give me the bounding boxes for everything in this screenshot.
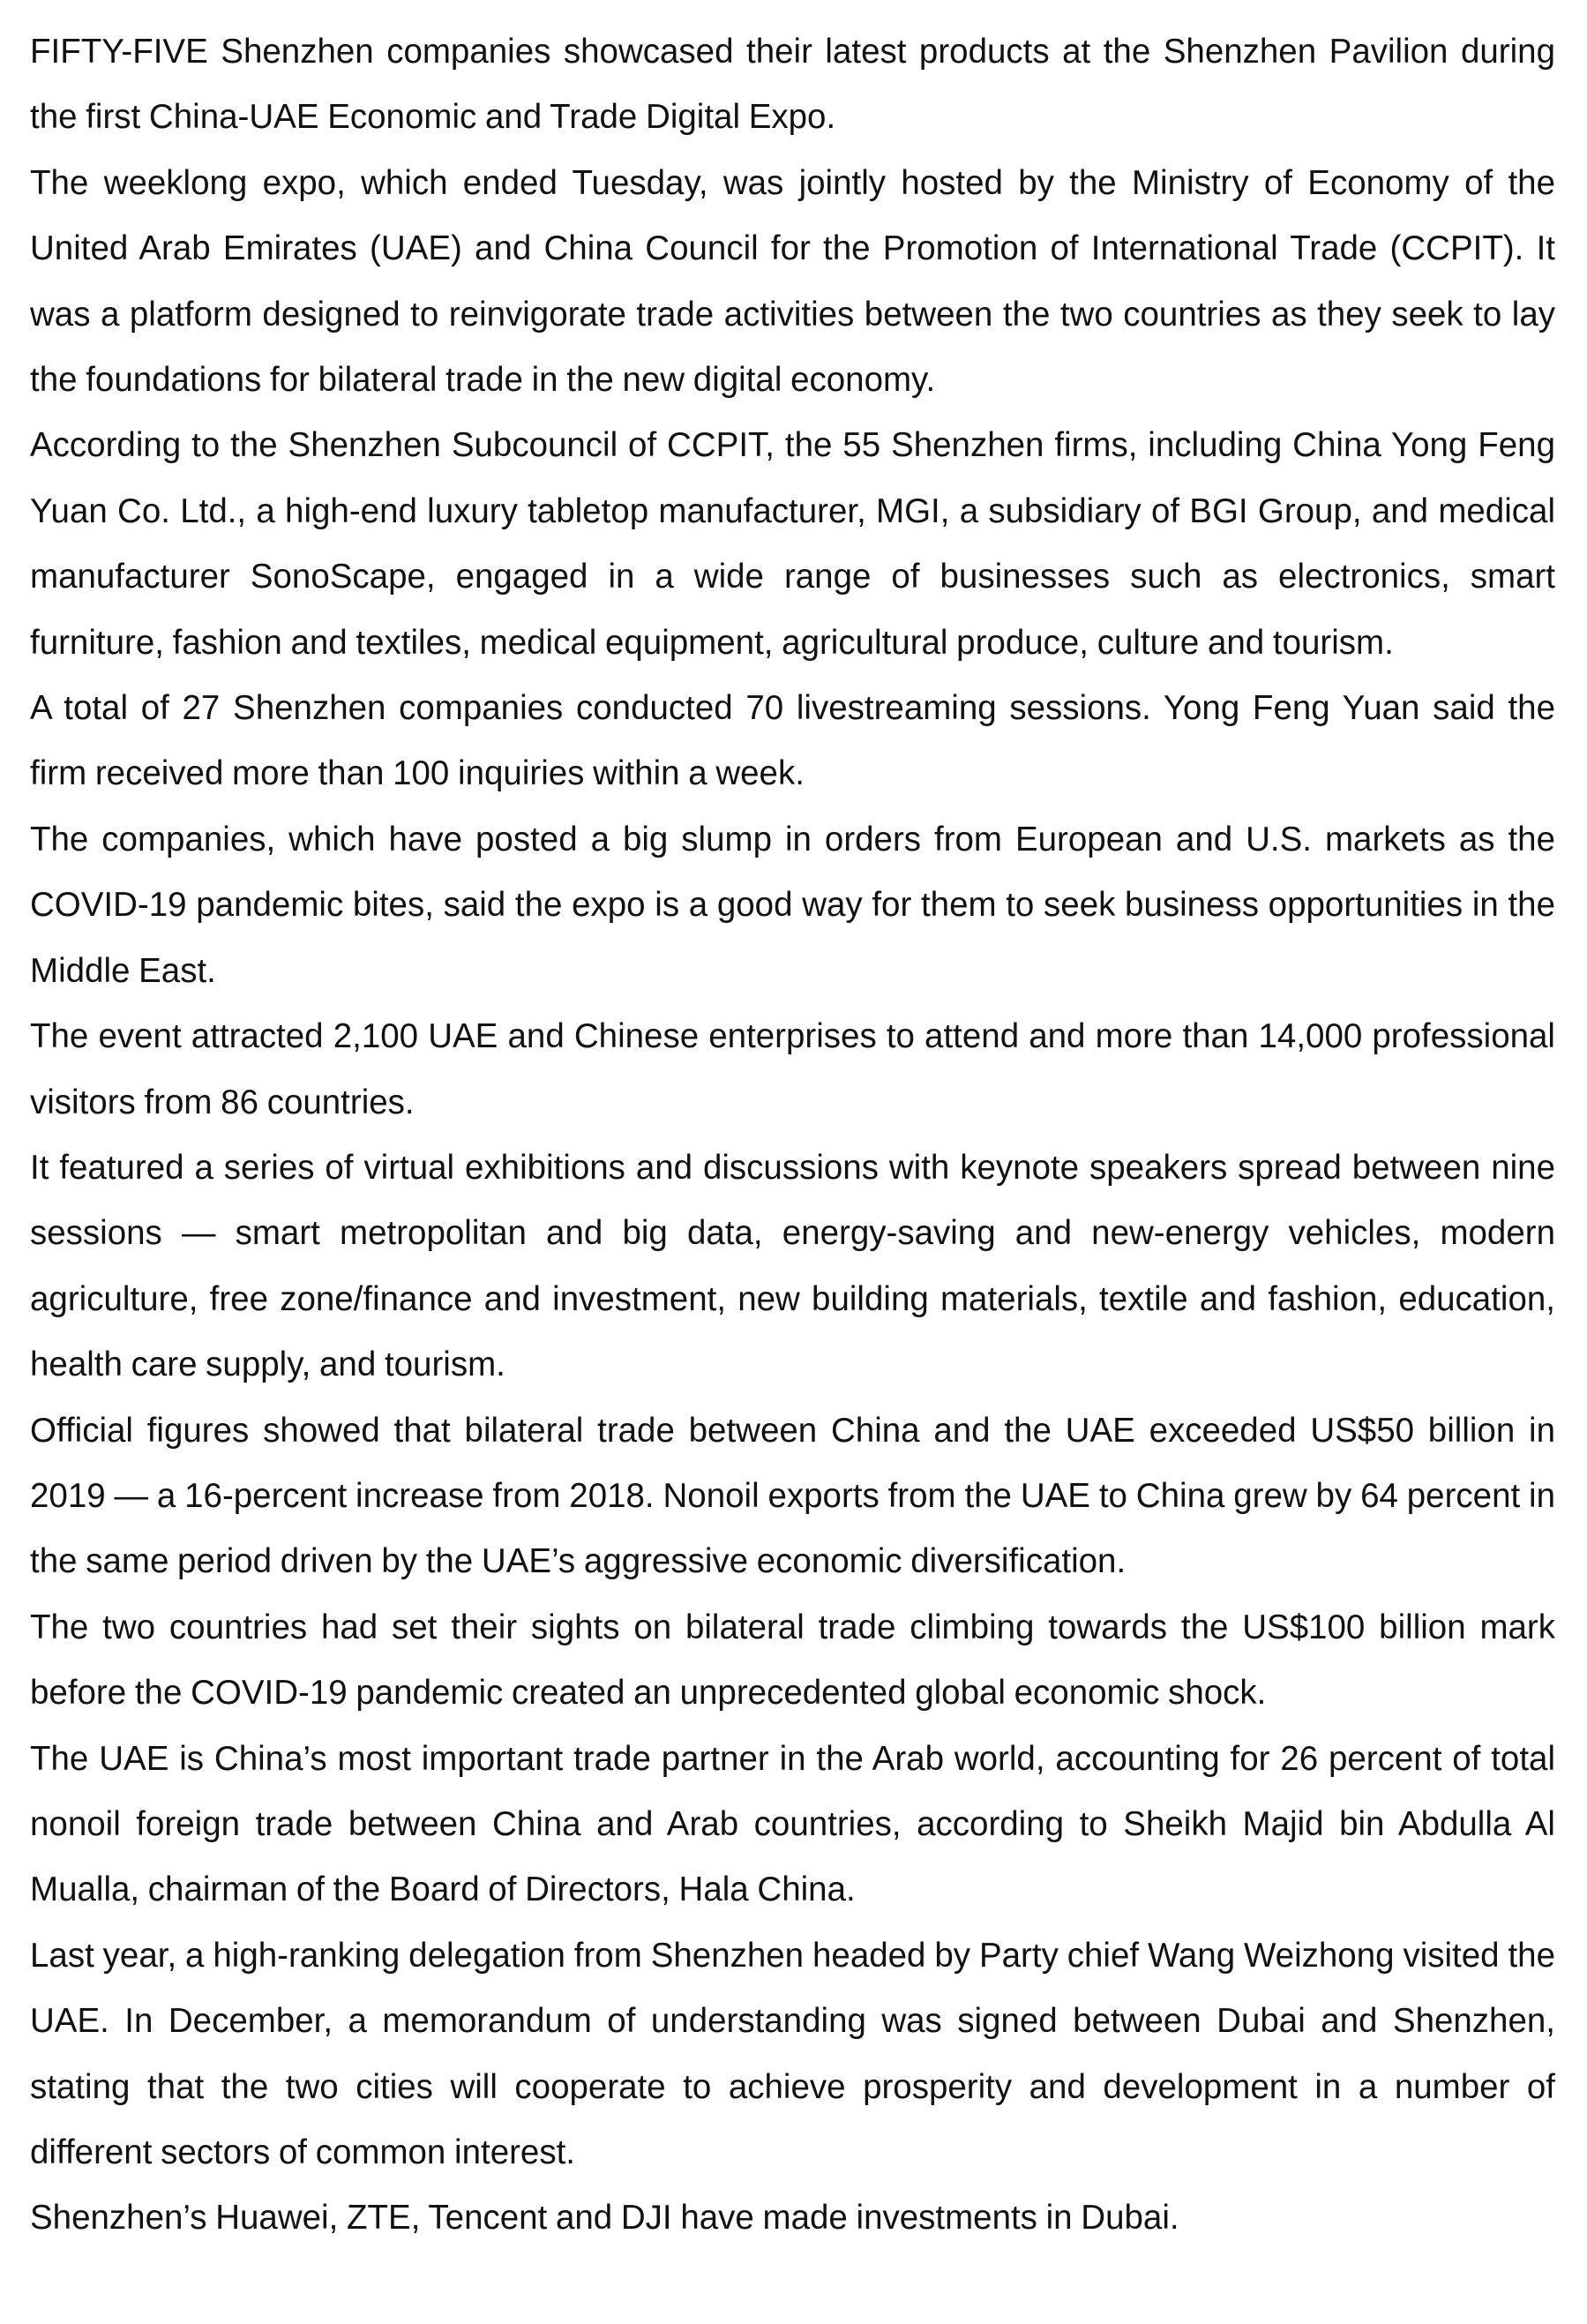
paragraph-4: A total of 27 Shenzhen companies conducted 70 livestreaming sessions. Yong Feng Yuan said the firm received more than 100 inquiries within a week. [30, 689, 1555, 793]
paragraph-5: The companies, which have posted a big slump in orders from European and U.S. markets as the COVID-19 pandemic bites, said the expo is a good way for them to seek business opportunities in the Middle East. [30, 820, 1555, 990]
paragraph-1: FIFTY-FIVE Shenzhen companies showcased their latest products at the Shenzhen Pavilion during the first China-UAE Economic and Trade Digital Expo. [30, 33, 1555, 137]
paragraph-10: The UAE is China’s most important trade partner in the Arab world, accounting for 26 percent of total nonoil foreign trade between China and Arab countries, according to Sheikh Majid bin Abdulla Al Mualla, chairman of the Board of Directors, Hala China. [30, 1739, 1555, 1909]
paragraph-2: The weeklong expo, which ended Tuesday, was jointly hosted by the Ministry of Economy of the United Arab Emirates (UAE) and China Council for the Promotion of International Trade (CCPIT). It was a platform designed to reinvigorate trade activities between the two countries as they seek to lay the foundations for bilateral trade in the new digital economy. [30, 163, 1555, 400]
paragraph-6: The event attracted 2,100 UAE and Chinese enterprises to attend and more than 14,000 professional visitors from 86 countries. [30, 1017, 1555, 1121]
paragraph-3: According to the Shenzhen Subcouncil of CCPIT, the 55 Shenzhen firms, including China Yong Feng Yuan Co. Ltd., a high-end luxury tabletop manufacturer, MGI, a subsidiary of BGI Group, and medical manufacturer SonoScape, engaged in a wide range of businesses such as electronics, smart furniture, fashion and textiles, medical equipment, agricultural produce, culture and tourism. [30, 426, 1555, 662]
paragraph-12: Shenzhen’s Huawei, ZTE, Tencent and DJI have made investments in Dubai. [30, 2199, 1179, 2238]
article-body [30, 19, 1555, 2252]
paragraph-8: Official figures showed that bilateral trade between China and the UAE exceeded US$50 billion in 2019 — a 16-percent increase from 2018. Nonoil exports from the UAE to China grew by 64 percent in the same period driven by the UAE’s aggressive economic diversification. [30, 1411, 1555, 1581]
paragraph-9: The two countries had set their sights on bilateral trade climbing towards the US$100 billion mark before the COVID-19 pandemic created an unprecedented global economic shock. [30, 1608, 1555, 1713]
paragraph-7: It featured a series of virtual exhibitions and discussions with keynote speakers spread between nine sessions — smart metropolitan and big data, energy-saving and new-energy vehicles, modern agriculture, free zone/finance and investment, new building materials, textile and fashion, education, health care supply, and tourism. [30, 1148, 1555, 1384]
paragraph-11: Last year, a high-ranking delegation from Shenzhen headed by Party chief Wang Weizhong visited the UAE. In December, a memorandum of understanding was signed between Dubai and Shenzhen, stating that the two cities will cooperate to achieve prosperity and development in a number of different sectors of common interest. [30, 1936, 1555, 2171]
